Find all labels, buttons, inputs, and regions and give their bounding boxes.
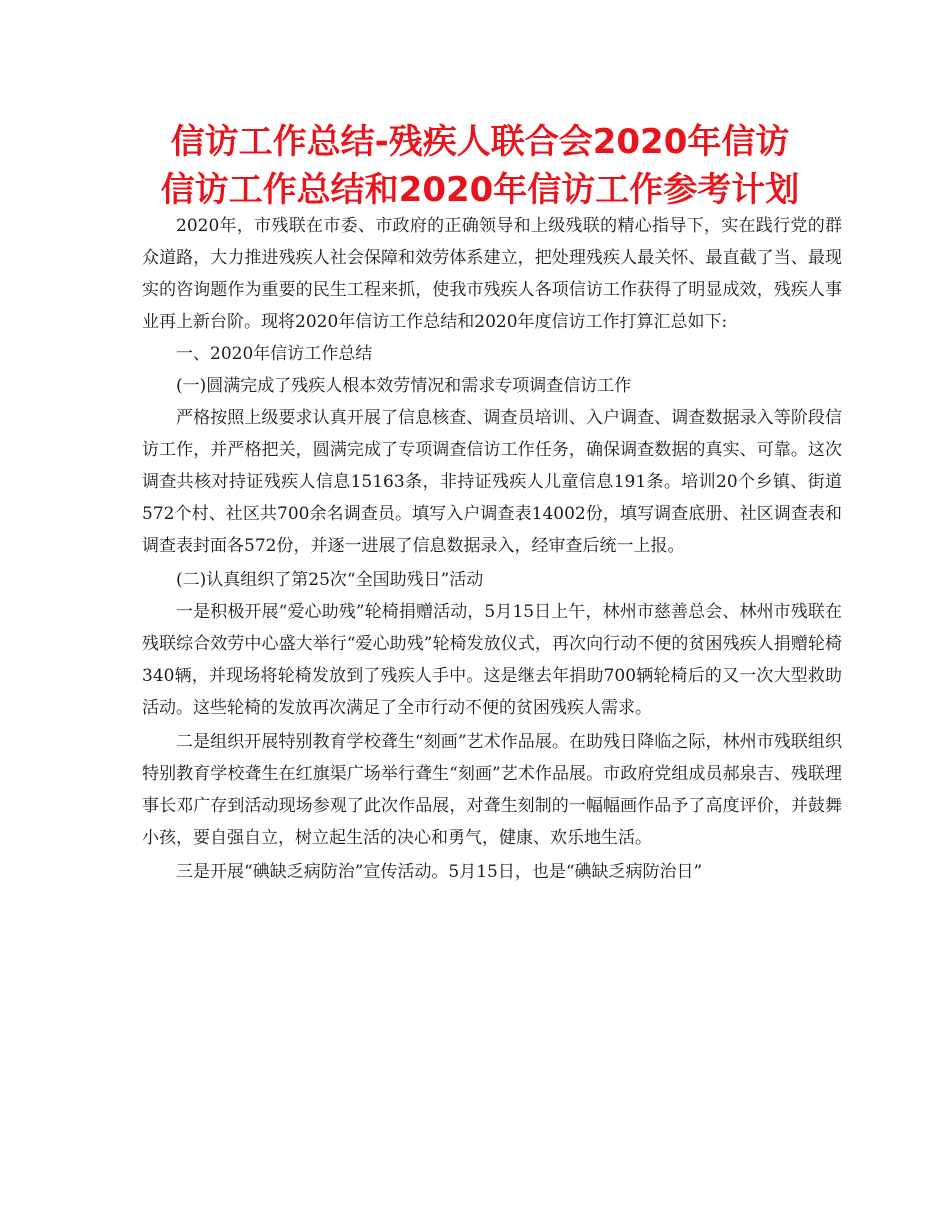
section-heading-summary: 一、2020年信访工作总结	[176, 344, 373, 364]
paragraph-wheelchair-donation: 一是积极开展“爱心助残”轮椅捐赠活动，5月15日上午，林州市慈善总会、林州市残联在残联综合效劳中心盛大举行“爱心助残”轮椅发放仪式，再次向行动不便的贫困残疾人捐赠轮椅340辆，并现场将轮椅发放到了残疾人手中。这是继去年捐助700辆轮椅后的又一次大型救助活动。这些轮椅的发放再次满足了全市行动不便的贫困残疾人需求。	[142, 602, 842, 718]
document-body	[142, 210, 842, 888]
subsection-heading-survey: (一)圆满完成了残疾人根本效劳情况和需求专项调查信访工作	[176, 376, 632, 396]
paragraph-survey: 严格按照上级要求认真开展了信息核查、调查员培训、入户调查、调查数据录入等阶段信访工作，并严格把关，圆满完成了专项调查信访工作任务，确保调查数据的真实、可靠。这次调查共核对持证残疾人信息15163条，非持证残疾人儿童信息191条。培训20个乡镇、街道572个村、社区共700余名调查员。填写入户调查表14002份，填写调查底册、社区调查表和调查表封面各572份，并逐一进展了信息数据录入，经审查后统一上报。	[142, 408, 842, 556]
paragraph-intro: 2020年，市残联在市委、市政府的正确领导和上级残联的精心指导下，实在践行党的群众道路，大力推进残疾人社会保障和效劳体系建立，把处理残疾人最关怀、最直截了当、最现实的咨询题作为重要的民生工程来抓，使我市残疾人各项信访工作获得了明显成效，残疾人事业再上新台阶。现将2020年信访工作总结和2020年度信访工作打算汇总如下:	[142, 216, 842, 332]
document-title-line-2: 信访工作总结和2020年信访工作参考计划	[160, 170, 800, 210]
paragraph-iodine-campaign: 三是开展“碘缺乏病防治”宣传活动。5月15日，也是“碘缺乏病防治日”	[176, 862, 703, 882]
document-title-line-1: 信访工作总结-残疾人联合会2020年信访	[170, 122, 790, 162]
document-title	[100, 118, 860, 214]
subsection-heading-disability-day: (二)认真组织了第25次“全国助残日”活动	[176, 570, 484, 590]
paragraph-art-exhibition: 二是组织开展特别教育学校聋生“刻画”艺术作品展。在助残日降临之际，林州市残联组织特别教育学校聋生在红旗渠广场举行聋生“刻画”艺术作品展。市政府党组成员郝泉吉、残联理事长邓广存到活动现场参观了此次作品展，对聋生刻制的一幅幅画作品予了高度评价，并鼓舞小孩，要自强自立，树立起生活的决心和勇气，健康、欢乐地生活。	[142, 732, 842, 848]
